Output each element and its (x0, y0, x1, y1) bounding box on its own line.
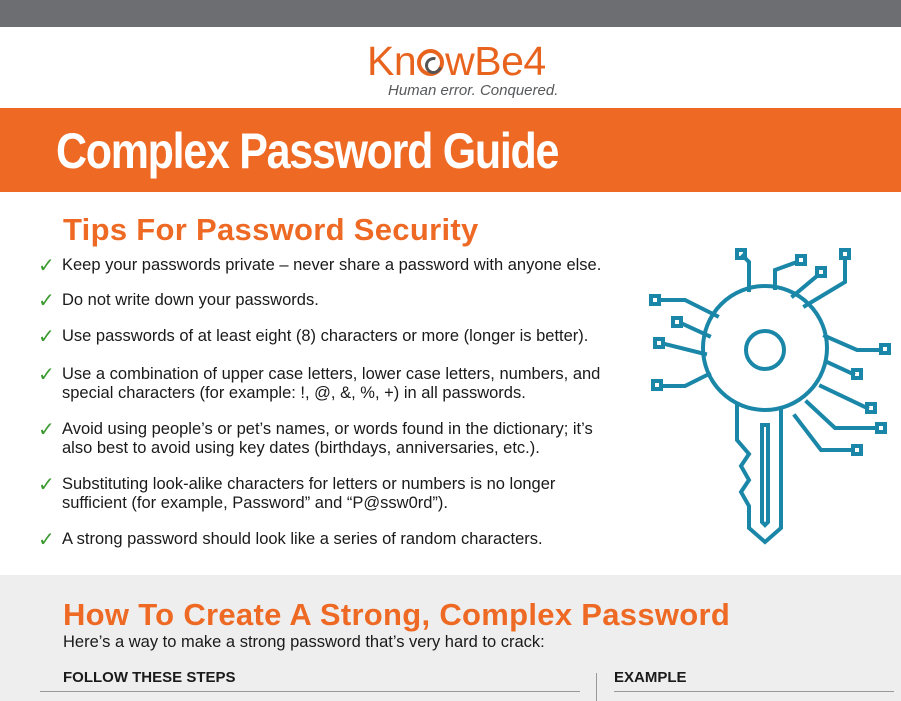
check-icon: ✓ (38, 529, 55, 551)
check-icon: ✓ (38, 326, 55, 348)
column-header-example: EXAMPLE (614, 669, 687, 686)
create-password-section (0, 575, 901, 701)
tip-text: A strong password should look like a series of random characters. (62, 530, 543, 548)
tips-heading: Tips For Password Security (63, 212, 479, 247)
logo-wordmark (367, 38, 546, 84)
column-rule (614, 691, 894, 692)
create-heading: How To Create A Strong, Complex Password (63, 597, 731, 632)
tip-text: Use passwords of at least eight (8) characters or more (longer is better). (62, 327, 589, 345)
check-icon: ✓ (38, 419, 55, 441)
logo-tagline: Human error. Conquered. (388, 82, 559, 99)
page-title: Complex Password Guide (56, 123, 559, 179)
check-icon: ✓ (38, 474, 55, 496)
check-icon: ✓ (38, 290, 55, 312)
tip-text: Keep your passwords private – never share a password with anyone else. (62, 256, 602, 274)
create-subtitle: Here’s a way to make a strong password that’s very hard to crack: (63, 633, 545, 651)
check-icon: ✓ (38, 255, 55, 277)
tip-text: Do not write down your passwords. (62, 291, 319, 309)
tip-text: Substituting look-alike characters for letters or numbers is no longer sufficient (for example, Password” and “P@ssw0rd”). (62, 475, 556, 512)
logo-word-start: Kn (367, 38, 417, 84)
check-icon: ✓ (38, 364, 55, 386)
top-bar (0, 0, 901, 27)
knowbe4-logo (367, 38, 587, 102)
tip-text: Avoid using people’s or pet’s names, or words found in the dictionary; it’s also best to avoid using key dates (birthdays, anniversaries, etc.). (62, 420, 593, 457)
logo-word-end: wBe4 (445, 38, 546, 84)
tip-text: Use a combination of upper case letters, lower case letters, numbers, and special characters (for example: !, @, &, %, +) in all passwords. (62, 365, 601, 402)
column-header-steps: FOLLOW THESE STEPS (63, 669, 236, 686)
key-circuit-icon (645, 240, 895, 570)
title-banner (0, 108, 901, 192)
column-divider (596, 673, 597, 701)
column-rule (40, 691, 580, 692)
logo-o-icon (417, 49, 444, 76)
